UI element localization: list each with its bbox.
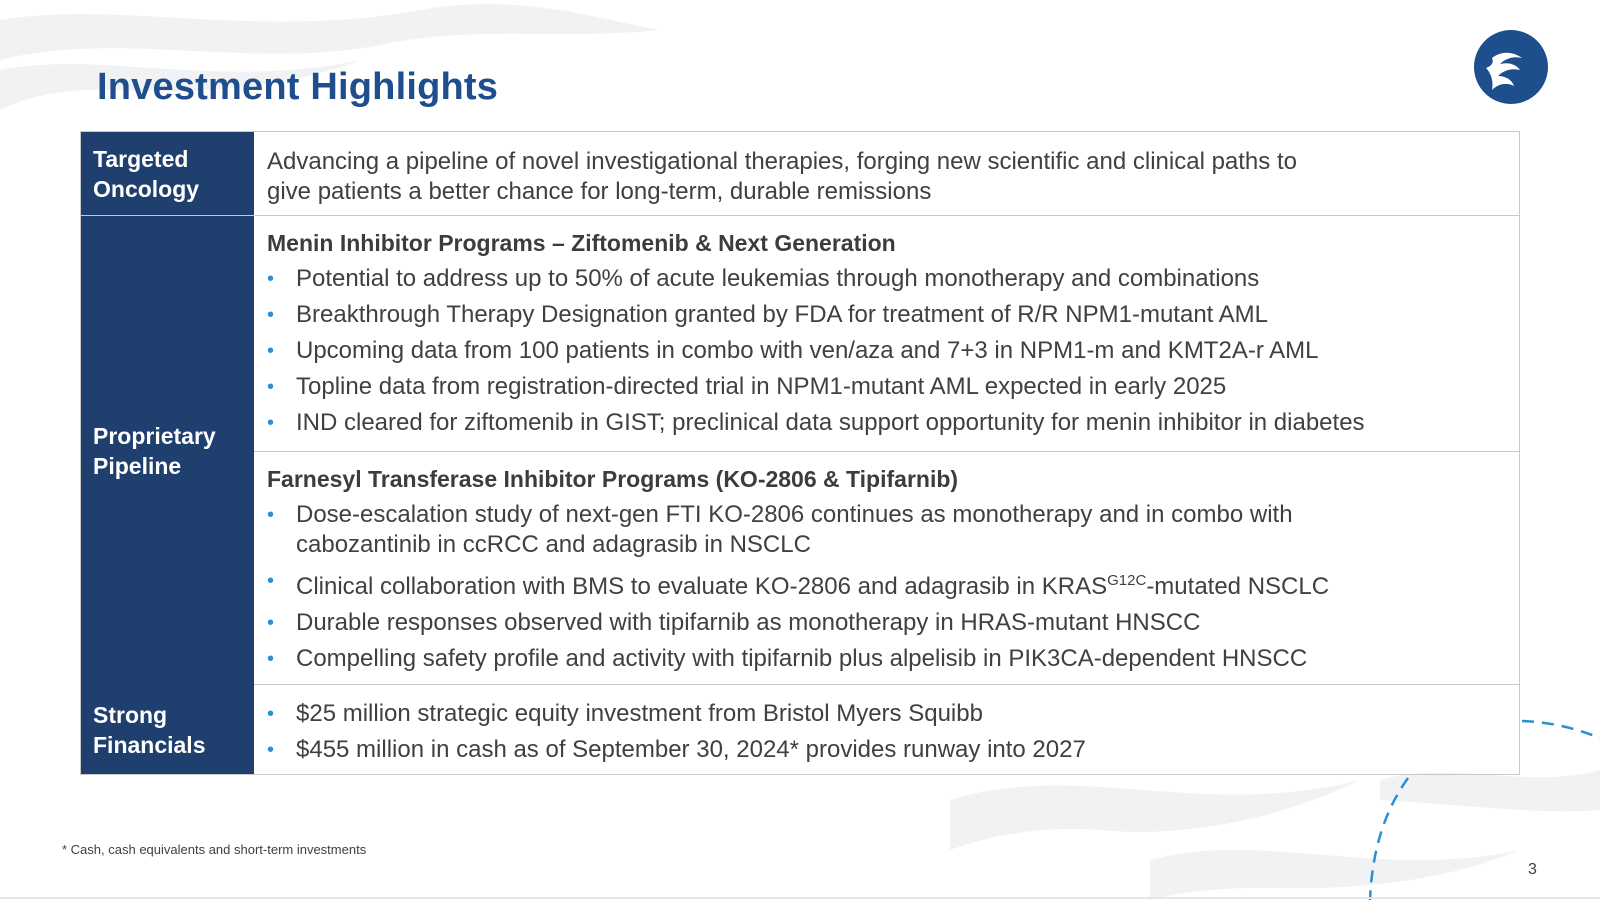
label-line: Pipeline	[93, 452, 182, 479]
row-targeted-oncology	[81, 132, 1519, 216]
superscript: G12C	[1107, 572, 1147, 589]
footnote: * Cash, cash equivalents and short-term investments	[62, 842, 367, 857]
label-line: Strong	[93, 701, 168, 728]
section-heading: Menin Inhibitor Programs – Ziftomenib & Next Generation	[267, 230, 896, 256]
bullet-item: • Compelling safety profile and activity with tipifarnib plus alpelisib in PIK3CA-dependent HNSCC	[267, 644, 1519, 674]
bullet-item	[267, 500, 1519, 560]
bullet-item: • Breakthrough Therapy Designation granted by FDA for treatment of R/R NPM1-mutant AML	[267, 300, 1519, 330]
section-heading: Farnesyl Transferase Inhibitor Programs (KO-2806 & Tipifarnib)	[267, 466, 959, 492]
highlights-table	[80, 131, 1520, 775]
text-line: Advancing a pipeline of novel investigational therapies, forging new scientific and clinical paths to	[267, 148, 1297, 175]
row-content-proprietary-pipeline	[254, 216, 1519, 684]
page-number: 3	[1528, 861, 1537, 878]
bullet-item: • IND cleared for ziftomenib in GIST; preclinical data support opportunity for menin inhibitor in diabetes	[267, 408, 1519, 438]
bullet-item	[267, 566, 1519, 602]
bullet-item: • Durable responses observed with tipifarnib as monotherapy in HRAS-mutant HNSCC	[267, 608, 1519, 638]
label-line: Proprietary	[93, 422, 216, 449]
bullet-text: Clinical collaboration with BMS to evaluate KO-2806 and adagrasib in KRAS	[296, 573, 1108, 600]
row-strong-financials	[81, 685, 1519, 774]
company-logo-icon	[1472, 28, 1550, 106]
row-proprietary-pipeline	[81, 216, 1519, 685]
bullet-item: • Topline data from registration-directed trial in NPM1-mutant AML expected in early 2025	[267, 372, 1519, 402]
bullet-item: • Potential to address up to 50% of acute leukemias through monotherapy and combinations	[267, 264, 1519, 294]
row-content-targeted-oncology	[254, 132, 1519, 215]
menin-programs-section	[254, 216, 1519, 452]
slide-title: Investment Highlights	[97, 66, 499, 108]
bullet-item: • $455 million in cash as of September 30, 2024* provides runway into 2027	[267, 735, 1519, 765]
row-label-proprietary-pipeline	[81, 216, 254, 685]
label-line: Oncology	[93, 175, 200, 202]
row-label-strong-financials	[81, 685, 254, 774]
text-line: give patients a better chance for long-term, durable remissions	[267, 178, 932, 205]
row-content-strong-financials	[254, 685, 1519, 774]
bullet-text: -mutated NSCLC	[1146, 573, 1330, 600]
bullet-line: • Dose-escalation study of next-gen FTI KO-2806 continues as monotherapy and in combo with	[296, 501, 1293, 528]
label-line: Financials	[93, 731, 206, 758]
bullet-item: • $25 million strategic equity investment from Bristol Myers Squibb	[267, 699, 1519, 729]
row-label-targeted-oncology	[81, 132, 254, 215]
fti-programs-section	[254, 452, 1519, 674]
bullet-line: cabozantinib in ccRCC and adagrasib in NSCLC	[296, 531, 811, 558]
bullet-item: • Upcoming data from 100 patients in combo with ven/aza and 7+3 in NPM1-m and KMT2A-r AML	[267, 336, 1519, 366]
label-line: Targeted	[93, 145, 189, 172]
